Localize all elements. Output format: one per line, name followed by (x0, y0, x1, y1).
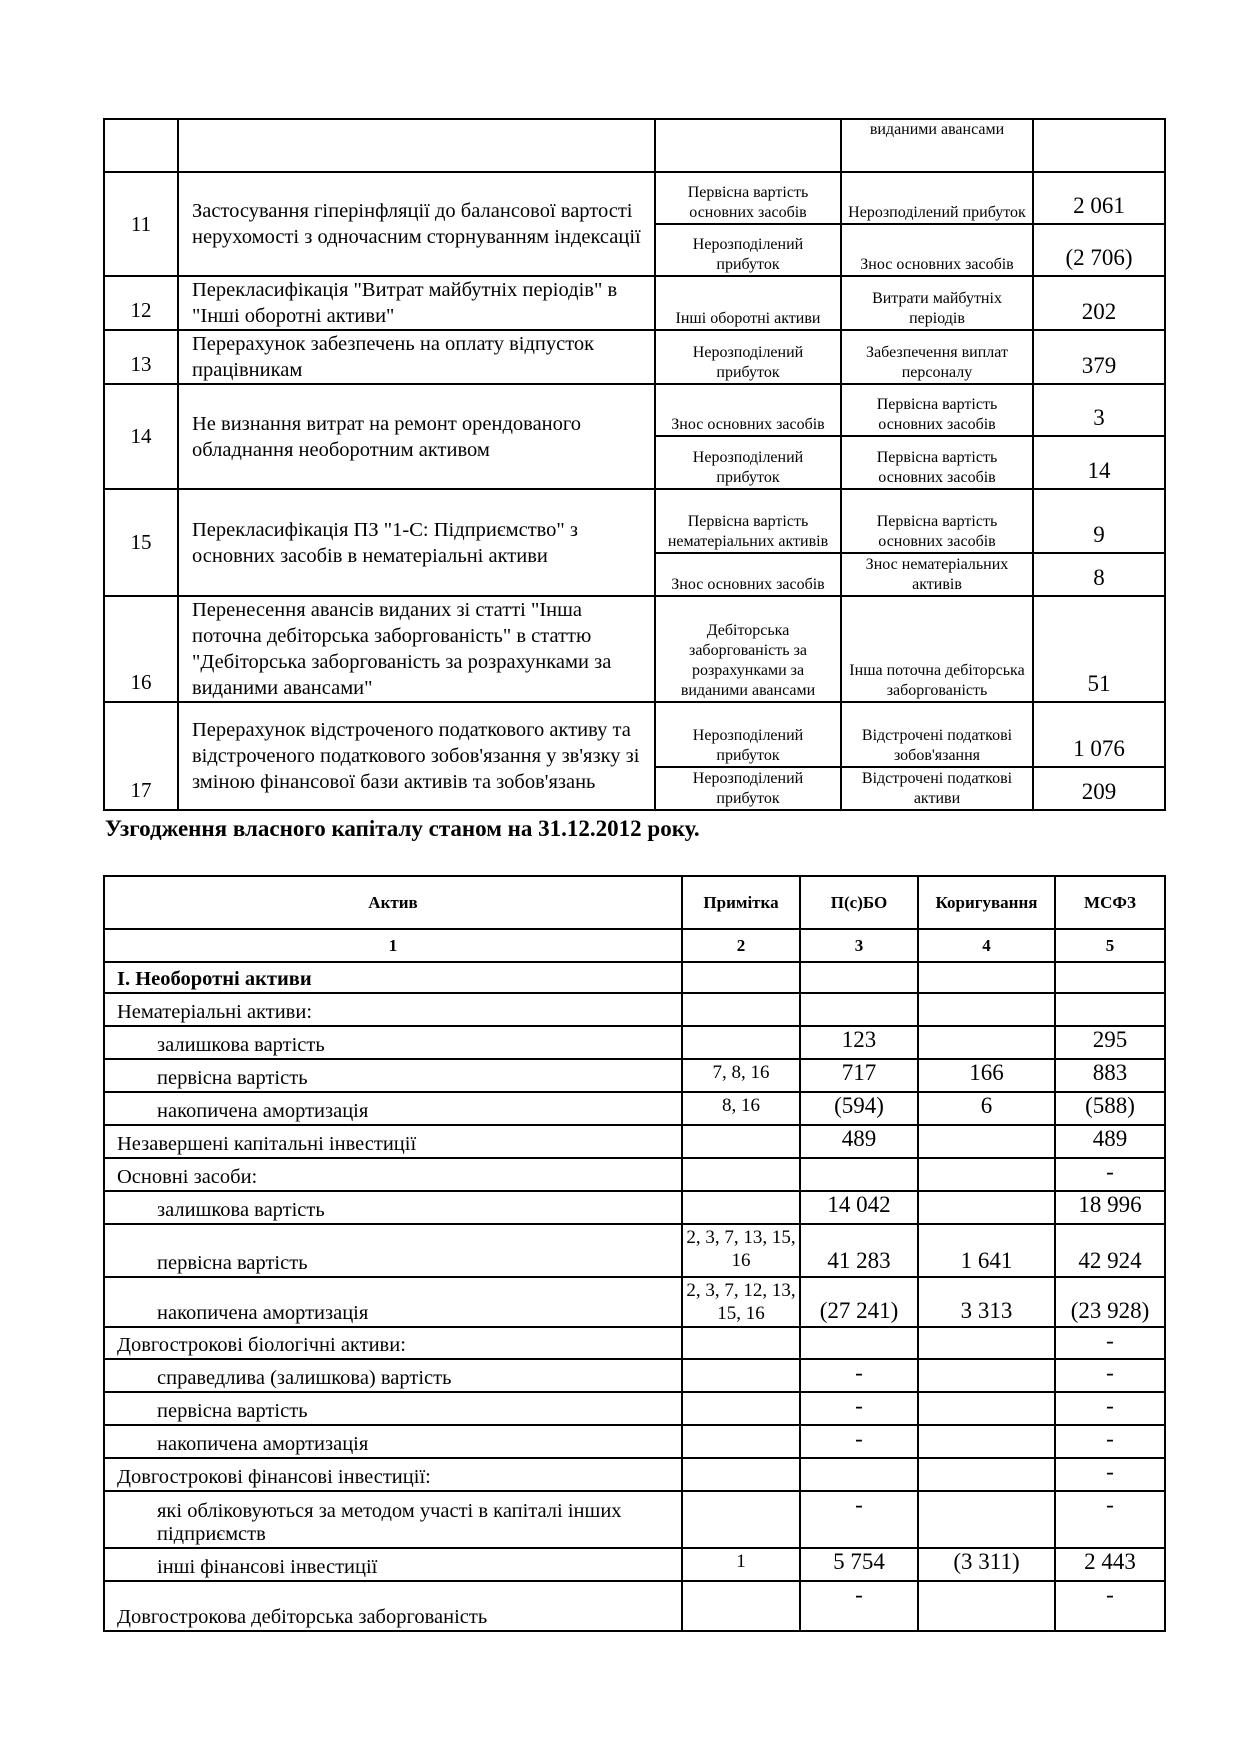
debit-account: Інші оборотні активи (655, 276, 841, 330)
row-number: 17 (104, 702, 178, 810)
table-row (104, 1548, 1165, 1581)
note-cell: 1 (682, 1548, 800, 1581)
table-row (104, 702, 1165, 767)
row-label: накопичена амортизація (104, 1092, 682, 1125)
credit-account: Нерозподілений прибуток (841, 172, 1033, 224)
col-number: 3 (800, 929, 918, 962)
row-label: накопичена амортизація (104, 1425, 682, 1458)
table-row (104, 993, 1165, 1026)
amount: 379 (1033, 330, 1165, 384)
ifrs-value (1055, 962, 1165, 993)
ifrs-value: (588) (1055, 1092, 1165, 1125)
adjustment-description: Перенесення авансів виданих зі статті "Інша поточна дебіторська заборгованість" в статтю "Дебіторська заборгованість за розрахунками за виданими авансами" (178, 596, 655, 702)
adjustment-description: Перекласифікація "Витрат майбутніх періодів" в "Інші оборотні активи" (178, 276, 655, 330)
table-row (104, 276, 1165, 330)
debit-account: Нерозподілений прибуток (655, 702, 841, 767)
adjustment-value: 1 641 (918, 1224, 1055, 1277)
row-number: 16 (104, 596, 178, 702)
note-cell: 2, 3, 7, 12, 13, 15, 16 (682, 1277, 800, 1327)
amount: 14 (1033, 436, 1165, 489)
note-cell (682, 1425, 800, 1458)
note-cell (682, 1191, 800, 1224)
amount: 8 (1033, 553, 1165, 596)
table-row (104, 384, 1165, 436)
pbo-value: 123 (800, 1026, 918, 1059)
table-row (104, 1026, 1165, 1059)
note-cell (682, 1125, 800, 1158)
table-row (104, 489, 1165, 553)
note-cell (682, 1359, 800, 1392)
pbo-value: 14 042 (800, 1191, 918, 1224)
adjustment-value (918, 1392, 1055, 1425)
pbo-value (800, 993, 918, 1026)
col-number: 1 (104, 929, 682, 962)
note-cell (682, 1491, 800, 1548)
pbo-value: - (800, 1491, 918, 1548)
credit-account: Витрати майбутніх періодів (841, 276, 1033, 330)
pbo-value: - (800, 1359, 918, 1392)
debit-account: Дебіторська заборгованість за розрахунками за виданими авансами (655, 596, 841, 702)
table-row (104, 1158, 1165, 1191)
row-label: Незавершені капітальні інвестиції (104, 1125, 682, 1158)
debit-account: Нерозподілений прибуток (655, 436, 841, 489)
ifrs-value: - (1055, 1458, 1165, 1491)
table-row (104, 1125, 1165, 1158)
debit-account: Знос основних засобів (655, 553, 841, 596)
amount: 1 076 (1033, 702, 1165, 767)
note-cell (682, 993, 800, 1026)
table-row (104, 1425, 1165, 1458)
debit-account: Первісна вартість основних засобів (655, 172, 841, 224)
adjustment-value (918, 993, 1055, 1026)
adjustment-value: (3 311) (918, 1548, 1055, 1581)
table-row (104, 1224, 1165, 1277)
adjustment-value (918, 1158, 1055, 1191)
col-number: 5 (1055, 929, 1165, 962)
cell (1033, 119, 1165, 172)
adjustment-description: Перерахунок забезпечень на оплату відпусток працівникам (178, 330, 655, 384)
ifrs-value: 883 (1055, 1059, 1165, 1092)
note-cell (682, 1581, 800, 1631)
note-cell (682, 1327, 800, 1359)
adjustment-value (918, 1359, 1055, 1392)
row-label: інші фінансові інвестиції (104, 1548, 682, 1581)
pbo-value: (27 241) (800, 1277, 918, 1327)
table-row (104, 1191, 1165, 1224)
cell (104, 119, 178, 172)
equity-reconciliation-table (103, 875, 1166, 1632)
row-label: Основні засоби: (104, 1158, 682, 1191)
pbo-value: 489 (800, 1125, 918, 1158)
amount: 202 (1033, 276, 1165, 330)
credit-account: Первісна вартість основних засобів (841, 436, 1033, 489)
row-label: Довгострокові біологічні активи: (104, 1327, 682, 1359)
pbo-value: 717 (800, 1059, 918, 1092)
col-header-asset: Актив (104, 876, 682, 929)
table-row (104, 1059, 1165, 1092)
row-label: справедлива (залишкова) вартість (104, 1359, 682, 1392)
pbo-value: 5 754 (800, 1548, 918, 1581)
col-number: 4 (918, 929, 1055, 962)
table-row (104, 596, 1165, 702)
pbo-value: 41 283 (800, 1224, 918, 1277)
note-cell (682, 1458, 800, 1491)
adjustment-value (918, 1026, 1055, 1059)
adjustment-value (918, 1327, 1055, 1359)
amount: 51 (1033, 596, 1165, 702)
credit-account: Первісна вартість основних засобів (841, 489, 1033, 553)
table-row (104, 330, 1165, 384)
debit-account: Нерозподілений прибуток (655, 224, 841, 276)
row-label: первісна вартість (104, 1224, 682, 1277)
table-row (104, 1491, 1165, 1548)
row-label: залишкова вартість (104, 1191, 682, 1224)
note-cell (682, 1158, 800, 1191)
adjustment-description: Не визнання витрат на ремонт орендованого обладнання необоротним активом (178, 384, 655, 489)
pbo-value (800, 1458, 918, 1491)
amount: 209 (1033, 767, 1165, 810)
credit-account: виданими авансами (841, 119, 1033, 172)
adjustment-description: Перерахунок відстроченого податкового активу та відстроченого податкового зобов'язання у зв'язку зі зміною фінансової бази активів та зобов'язань (178, 702, 655, 810)
row-number: 13 (104, 330, 178, 384)
row-label: І. Необоротні активи (104, 962, 682, 993)
pbo-value (800, 1327, 918, 1359)
adjustment-value: 3 313 (918, 1277, 1055, 1327)
column-numbers-row (104, 929, 1165, 962)
amount: 9 (1033, 489, 1165, 553)
cell (178, 119, 655, 172)
adjustment-value: 6 (918, 1092, 1055, 1125)
ifrs-value: - (1055, 1158, 1165, 1191)
adjustment-value (918, 1125, 1055, 1158)
debit-account: Нерозподілений прибуток (655, 330, 841, 384)
ifrs-value: - (1055, 1425, 1165, 1458)
ifrs-value: 295 (1055, 1026, 1165, 1059)
debit-account: Нерозподілений прибуток (655, 767, 841, 810)
credit-account: Відстрочені податкові зобов'язання (841, 702, 1033, 767)
credit-account: Інша поточна дебіторська заборгованість (841, 596, 1033, 702)
table-row (104, 962, 1165, 993)
adjustments-table (103, 118, 1166, 811)
table-row (104, 1327, 1165, 1359)
pbo-value: - (800, 1392, 918, 1425)
credit-account: Відстрочені податкові активи (841, 767, 1033, 810)
section-heading: Узгодження власного капіталу станом на 31.12.2012 року. (105, 816, 700, 841)
debit-account: Первісна вартість нематеріальних активів (655, 489, 841, 553)
note-cell (682, 1026, 800, 1059)
table-row (104, 172, 1165, 224)
table-row (104, 119, 1165, 172)
credit-account: Забезпечення виплат персоналу (841, 330, 1033, 384)
adjustment-description: Застосування гіперінфляції до балансової вартості нерухомості з одночасним сторнуванням індексації (178, 172, 655, 276)
amount: 2 061 (1033, 172, 1165, 224)
ifrs-value (1055, 993, 1165, 1026)
pbo-value: (594) (800, 1092, 918, 1125)
pbo-value: - (800, 1425, 918, 1458)
cell (655, 119, 841, 172)
note-cell: 2, 3, 7, 13, 15, 16 (682, 1224, 800, 1277)
adjustment-value (918, 1458, 1055, 1491)
ifrs-value: - (1055, 1359, 1165, 1392)
credit-account: Знос основних засобів (841, 224, 1033, 276)
ifrs-value: - (1055, 1491, 1165, 1548)
ifrs-value: 489 (1055, 1125, 1165, 1158)
pbo-value (800, 962, 918, 993)
row-label: залишкова вартість (104, 1026, 682, 1059)
header-row (104, 876, 1165, 929)
row-label: первісна вартість (104, 1059, 682, 1092)
adjustment-description: Перекласифікація ПЗ "1-С: Підприємство" з основних засобів в нематеріальні активи (178, 489, 655, 596)
table-row (104, 1092, 1165, 1125)
note-cell (682, 962, 800, 993)
ifrs-value: 42 924 (1055, 1224, 1165, 1277)
row-number: 14 (104, 384, 178, 489)
adjustment-value: 166 (918, 1059, 1055, 1092)
ifrs-value: - (1055, 1581, 1165, 1631)
credit-account: Знос нематеріальних активів (841, 553, 1033, 596)
col-header-note: Примітка (682, 876, 800, 929)
ifrs-value: - (1055, 1327, 1165, 1359)
ifrs-value: (23 928) (1055, 1277, 1165, 1327)
amount: (2 706) (1033, 224, 1165, 276)
row-label: Довгострокова дебіторська заборгованість (104, 1581, 682, 1631)
ifrs-value: 18 996 (1055, 1191, 1165, 1224)
adjustment-value (918, 1491, 1055, 1548)
row-label: первісна вартість (104, 1392, 682, 1425)
ifrs-value: 2 443 (1055, 1548, 1165, 1581)
table-row (104, 1392, 1165, 1425)
pbo-value (800, 1158, 918, 1191)
note-cell (682, 1392, 800, 1425)
reconciliation-body (104, 876, 1165, 1631)
table-row (104, 1277, 1165, 1327)
row-number: 12 (104, 276, 178, 330)
adjustment-value (918, 1425, 1055, 1458)
adjustment-value (918, 1581, 1055, 1631)
adjustment-value (918, 962, 1055, 993)
note-cell: 8, 16 (682, 1092, 800, 1125)
table-row (104, 1359, 1165, 1392)
row-label: Нематеріальні активи: (104, 993, 682, 1026)
ifrs-value: - (1055, 1392, 1165, 1425)
col-header-ifrs: МСФЗ (1055, 876, 1165, 929)
col-number: 2 (682, 929, 800, 962)
row-label: Довгострокові фінансові інвестиції: (104, 1458, 682, 1491)
col-header-pbo: П(с)БО (800, 876, 918, 929)
debit-account: Знос основних засобів (655, 384, 841, 436)
pbo-value: - (800, 1581, 918, 1631)
note-cell: 7, 8, 16 (682, 1059, 800, 1092)
adjustment-value (918, 1191, 1055, 1224)
col-header-adjustment: Коригування (918, 876, 1055, 929)
table-row (104, 1581, 1165, 1631)
row-number: 11 (104, 172, 178, 276)
row-number: 15 (104, 489, 178, 596)
table-row (104, 1458, 1165, 1491)
amount: 3 (1033, 384, 1165, 436)
row-label: накопичена амортизація (104, 1277, 682, 1327)
credit-account: Первісна вартість основних засобів (841, 384, 1033, 436)
row-label: які обліковуються за методом участі в капіталі інших підприємств (104, 1491, 682, 1548)
